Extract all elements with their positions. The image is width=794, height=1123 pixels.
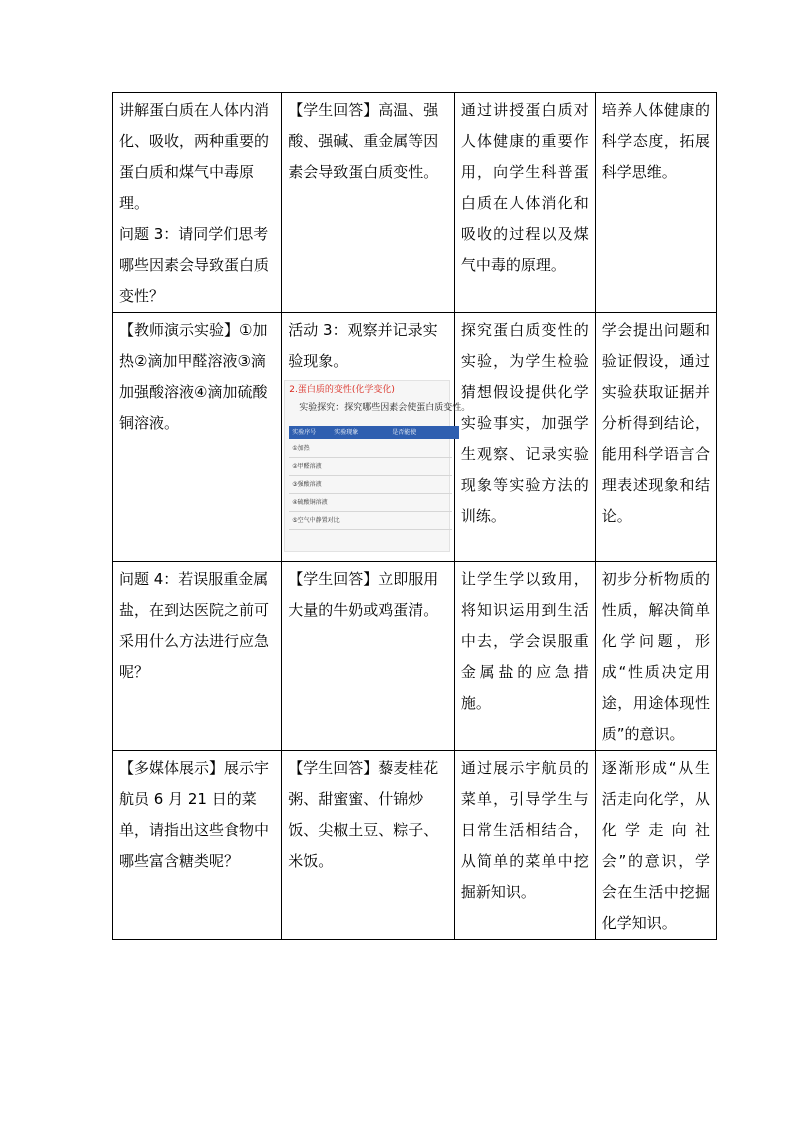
slide-row: ①加热 [289,441,452,458]
teacher-activity-cell [113,562,282,751]
slide-row: ③强酸溶液 [289,477,452,494]
slide-header-cell: 实验现象 [334,428,359,436]
literacy-goal-cell: 培养人体健康的科学态度，拓展科学思维。 [595,93,716,313]
slide-title: 2.蛋白质的变性(化学变化) [289,385,395,395]
student-text: 活动 3：观察并记录实验现象。 [288,321,438,370]
design-intent-cell: 通过讲授蛋白质对人体健康的重要作用，向学生科普蛋白质在人体消化和吸收的过程以及煤气中毒的原理。 [454,93,595,313]
literacy-goal-cell: 逐渐形成“从生活走向化学，从化学走向社会”的意识，学会在生活中挖掘化学知识。 [595,751,716,940]
table-row [113,313,717,562]
student-activity-cell [282,313,471,562]
table-row [113,93,717,313]
experiment-slide-image [284,380,471,552]
slide-header-cell: 是否能使 [392,428,417,436]
teacher-question: 问题 3：请同学们思考哪些因素会导致蛋白质变性？ [119,225,270,305]
teacher-text: 【多媒体展示】展示宇航员 6 月 21 日的菜单，请指出这些食物中哪些富含糖类呢？ [119,759,270,870]
literacy-goal-cell: 初步分析物质的性质，解决简单化学问题，形成“性质决定用途，用途体现性质”的意识。 [595,562,716,751]
table-row [113,751,717,940]
teacher-text: 讲解蛋白质在人体内消化、吸收，两种重要的蛋白质和煤气中毒原理。 [119,101,270,212]
slide-header-cell: 实验序号 [292,428,317,436]
teacher-text: 问题 4：若误服重金属盐，在到达医院之前可采用什么方法进行应急呢？ [119,570,270,681]
slide-subtitle: 实验探究：探究哪些因素会使蛋白质变性。 [299,403,471,413]
slide-row: ④硫酸铜溶液 [289,495,452,512]
slide-row: ⑤空气中静置对比 [289,513,452,530]
student-activity-cell: 【学生回答】藜麦桂花粥、甜蜜蜜、什锦炒饭、尖椒土豆、粽子、米饭。 [282,751,455,940]
design-intent-cell: 让学生学以致用，将知识运用到生活中去，学会误服重金属盐的应急措施。 [454,562,595,751]
lesson-plan-table [112,92,717,940]
teacher-text: 【教师演示实验】①加热②滴加甲醛溶液③滴加强酸溶液④滴加硫酸铜溶液。 [119,321,268,432]
design-intent-cell: 通过展示宇航员的菜单，引导学生与日常生活相结合，从简单的菜单中挖掘新知识。 [454,751,595,940]
table-row [113,562,717,751]
student-activity-cell: 【学生回答】立即服用大量的牛奶或鸡蛋清。 [282,562,455,751]
literacy-goal-cell: 学会提出问题和验证假设，通过实验获取证据并分析得到结论，能用科学语言合理表述现象和结论。 [595,313,716,562]
slide-row: ②甲醛溶液 [289,459,452,476]
slide-table-header [289,426,459,439]
design-intent-cell: 探究蛋白质变性的实验，为学生检验猜想假设提供化学实验事实，加强学生观察、记录实验现象等实验方法的训练。 [454,313,595,562]
teacher-activity-cell [113,751,282,940]
teacher-activity-cell [113,313,282,562]
teacher-activity-cell [113,93,282,313]
student-activity-cell: 【学生回答】高温、强酸、强碱、重金属等因素会导致蛋白质变性。 [282,93,455,313]
